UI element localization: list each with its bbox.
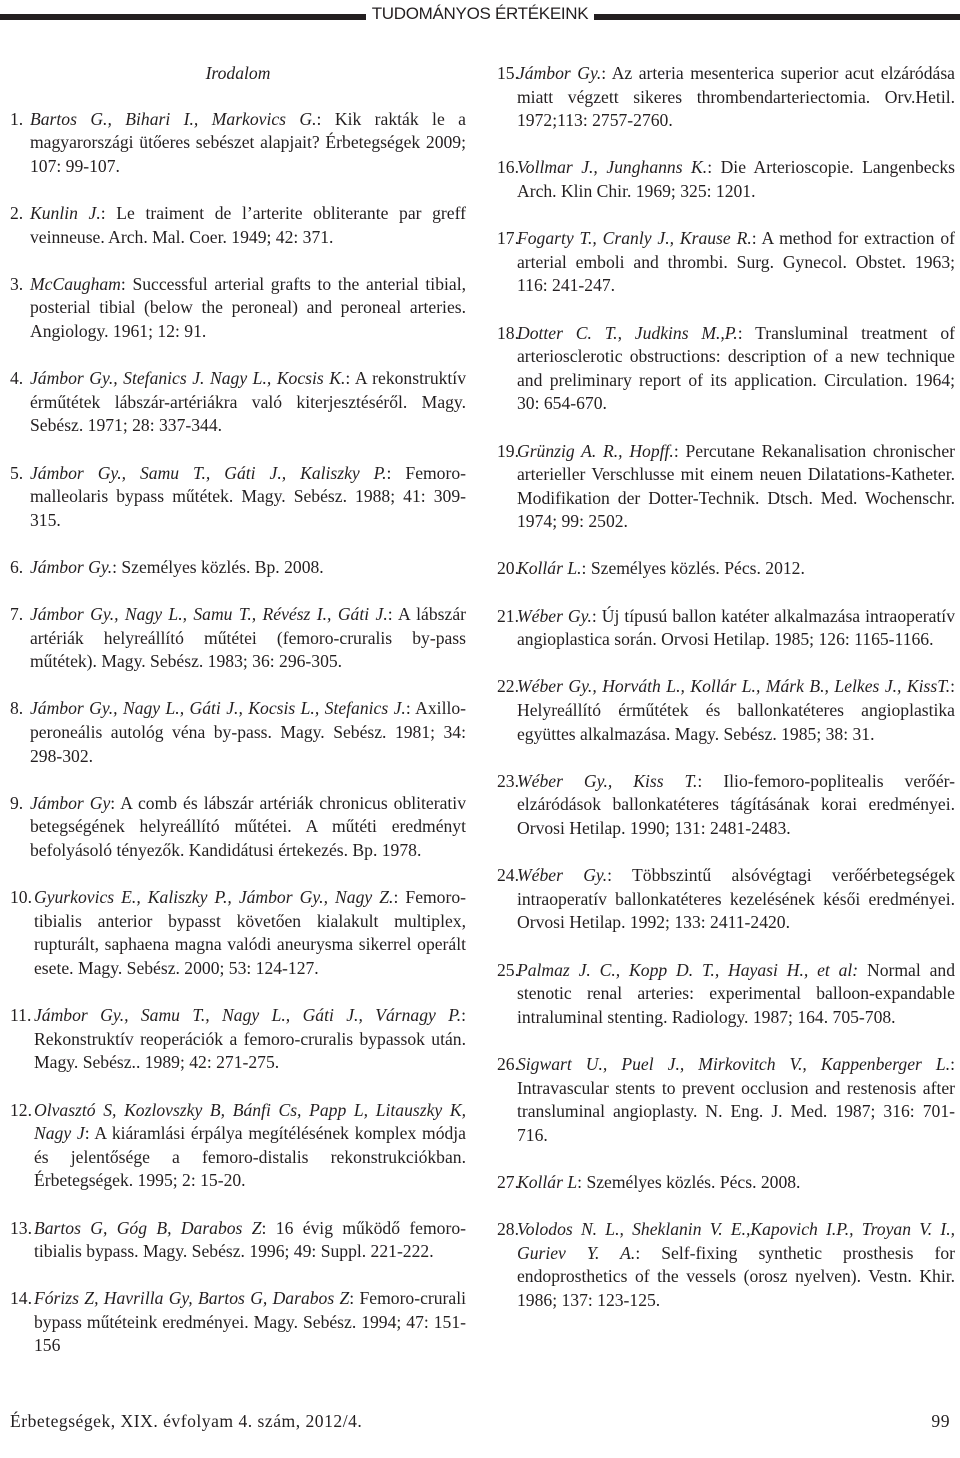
reference-item — [497, 675, 955, 746]
reference-details: Normal and stenotic renal arteries: experimental balloon-expandable intraluminal stenting. Radiology. 1987; 164. 705-708. — [517, 959, 956, 1027]
reference-separator: : — [393, 887, 406, 908]
reference-number: 12. — [10, 1099, 37, 1120]
reference-authors: Dotter C. T., Judkins M.,P. — [517, 322, 738, 343]
reference-separator: : — [84, 1123, 95, 1144]
reference-item — [10, 367, 466, 438]
reference-authors: Gyurkovics E., Kaliszky P., Jámbor Gy., Nagy Z. — [34, 887, 394, 908]
reference-list-left — [10, 108, 466, 1358]
reference-item — [497, 557, 955, 581]
reference-number: 2. — [10, 202, 28, 223]
reference-details: Percutane Rekanalisation chronischer arterieller Verschlusse mit einem neuen Dilatations-Katheter. Modifikation der Dotter-Technik. Dtsch. Med. Wochenschr. 1974; 99: 2502. — [517, 440, 955, 532]
reference-number: 6. — [10, 556, 28, 577]
reference-details: Femoro-crurali bypass műtéteink eredményei. Magy. Sebész. 1994; 47: 151-156 — [34, 1288, 466, 1356]
reference-details: Többszintű alsóvégtagi verőérbetegségek intraoperatív ballonkatéteres kezelésének késői eredményei. Orvosi Hetilap. 1992; 133: 2411-2420. — [517, 865, 955, 933]
reference-authors: Grünzig A. R., Hopff. — [517, 440, 674, 461]
reference-authors: Jámbor Gy — [30, 792, 111, 813]
reference-item — [10, 1099, 466, 1193]
reference-item — [497, 959, 955, 1030]
reference-separator: : — [405, 698, 416, 719]
reference-authors: Kollár L. — [517, 558, 582, 579]
reference-authors: Jámbor Gy., Samu T., Nagy L., Gáti J., Várnagy P. — [34, 1005, 462, 1026]
reference-details: Femoro-tibialis anterior bypasst követően kialakult multiplex, rupturált, saphaena magna valódi aneurysma sikerrel operált esete. Magy. Sebész. 2000; 53: 124-127. — [34, 887, 466, 978]
reference-text — [517, 62, 955, 133]
reference-separator: : — [345, 368, 355, 389]
reference-details: Helyreállító érműtétek és ballonkatéteres angioplastika együttes alkalmazása. Magy. Sebész. 1985; 38: 31. — [517, 700, 955, 744]
reference-details: Transluminal treatment of arteriosclerotic obstructions: description of a new technique and preliminary report of its application. Circulation. 1964; 30: 654-670. — [517, 322, 956, 414]
reference-item — [10, 108, 466, 179]
reference-item — [10, 792, 466, 863]
reference-item — [10, 603, 466, 674]
left-column — [10, 62, 466, 1382]
reference-number: 11. — [10, 1005, 36, 1026]
reference-authors: Wéber Gy. — [517, 865, 608, 886]
reference-item — [497, 62, 955, 133]
reference-authors: Wéber Gy. — [517, 605, 592, 626]
reference-number: 16. — [497, 157, 524, 178]
reference-item — [10, 1217, 466, 1264]
reference-separator: : — [349, 1288, 360, 1309]
reference-details: Az arteria mesenterica superior acut elzáródása miatt végzett sikeres thrombendarteriectomia. Orv.Hetil. 1972;113: 2757-2760. — [517, 63, 955, 131]
reference-number: 24. — [497, 865, 524, 886]
reference-text — [517, 557, 955, 581]
reference-separator: : — [261, 1217, 276, 1238]
reference-number: 21. — [497, 605, 524, 626]
reference-separator: : — [707, 157, 721, 178]
reference-number: 10. — [10, 887, 37, 908]
reference-text — [30, 273, 466, 344]
reference-authors: Vollmar J., Junghanns K. — [517, 157, 708, 178]
reference-authors: Jámbor Gy., Stefanics J. Nagy L., Kocsis K. — [30, 368, 346, 389]
reference-text — [517, 156, 955, 203]
reference-number: 25. — [497, 959, 524, 980]
reference-text — [517, 1218, 955, 1312]
reference-separator: : — [601, 63, 612, 83]
reference-text — [30, 697, 466, 768]
reference-separator: : — [751, 228, 762, 249]
journal-citation: Érbetegségek, XIX. évfolyam 4. szám, 2012/4. — [10, 1411, 363, 1431]
reference-text — [517, 440, 955, 534]
reference-number: 18. — [497, 322, 524, 343]
reference-authors: Bartos G, Góg B, Darabos Z — [34, 1217, 262, 1238]
reference-details: Le traiment de l’arterite obliterante par greff veinneuse. Arch. Mal. Coer. 1949; 42: 371. — [30, 202, 466, 247]
reference-text — [517, 864, 955, 935]
reference-text — [30, 462, 466, 533]
reference-separator: : — [737, 322, 756, 343]
reference-authors: McCaugham — [30, 273, 121, 294]
reference-number: 14. — [10, 1288, 37, 1309]
reference-text — [30, 367, 466, 438]
reference-details: A method for extraction of arterial emboli and thrombi. Surg. Gynecol. Obstet. 1963; 116: 241-247. — [517, 228, 955, 296]
reference-number: 1. — [10, 108, 28, 129]
reference-number: 19. — [497, 440, 524, 461]
reference-item — [10, 1004, 466, 1075]
reference-item — [497, 440, 955, 534]
reference-details: Új típusú ballon katéter alkalmazása intraoperatív angioplastica során. Orvosi Hetilap. 1985; 126: 1165-1166. — [517, 605, 955, 650]
reference-item — [497, 1053, 955, 1147]
reference-item — [497, 156, 955, 203]
reference-details: Rekonstruktív reoperációk a femoro-cruralis bypassok után. Magy. Sebész.. 1989; 42: 271-275. — [34, 1028, 466, 1073]
reference-details: 16 évig működő femoro-tibialis bypass. Magy. Sebész. 1996; 49: Suppl. 221-222. — [34, 1217, 466, 1262]
reference-details: Femoro-malleolaris bypass műtétek. Magy. Sebész. 1988; 41: 309-315. — [30, 462, 466, 530]
reference-authors: Jámbor Gy. — [517, 63, 602, 83]
reference-details: Személyes közlés. Pécs. 2012. — [590, 558, 805, 579]
reference-authors: Jámbor Gy. — [30, 556, 113, 577]
reference-details: Intravascular stents to prevent occlusion and restenosis after transluminal angioplasty. N. Eng. J. Med. 1987; 316: 701-716. — [517, 1077, 955, 1145]
reference-number: 22. — [497, 676, 524, 697]
reference-item — [497, 1218, 955, 1312]
reference-number: 28. — [497, 1219, 524, 1240]
page-footer — [10, 1411, 950, 1435]
reference-separator: : — [386, 462, 406, 483]
reference-text — [34, 1217, 466, 1264]
reference-separator: : — [950, 1053, 955, 1074]
header-rule-left — [0, 14, 366, 20]
reference-item — [497, 1171, 955, 1195]
reference-item — [10, 697, 466, 768]
reference-text — [30, 108, 466, 179]
reference-text — [30, 792, 466, 863]
reference-separator — [858, 960, 867, 980]
reference-separator: : — [120, 273, 133, 294]
reference-authors: Volodos N. L., Sheklanin V. E.,Kapovich I.P., Troyan V. I., Guriev Y. A. — [517, 1219, 955, 1263]
reference-item — [497, 227, 955, 298]
reference-text — [517, 675, 955, 746]
reference-item — [497, 322, 955, 416]
reference-authors: Wéber Gy., Kiss T. — [517, 770, 698, 791]
reference-text — [517, 1171, 955, 1195]
reference-text — [34, 1287, 466, 1358]
reference-number: 20. — [497, 558, 524, 579]
reference-details: Successful arterial grafts to the anterial tibial, posterial tibial (below the peroneal) and peroneal arteries. Angiology. 1961; 12: 91. — [30, 273, 466, 341]
reference-details: Kik rakták le a magyarországi ütőeres sebészet alapjait? Érbetegségek 2009; 107: 99-107. — [30, 108, 466, 176]
reference-authors: Fórizs Z, Havrilla Gy, Bartos G, Darabos Z — [34, 1288, 350, 1309]
reference-details: Személyes közlés. Bp. 2008. — [121, 556, 324, 577]
reference-details: A comb és lábszár artériák chronicus obliterativ betegségének helyreállító műtétei. A műtéti eredményt befolyásoló tényezők. Kandidátusi értekezés. Bp. 1978. — [30, 792, 466, 860]
reference-details: Személyes közlés. Pécs. 2008. — [586, 1171, 801, 1192]
reference-number: 17. — [497, 228, 524, 249]
reference-item — [10, 462, 466, 533]
reference-number: 7. — [10, 604, 28, 625]
reference-item — [10, 273, 466, 344]
reference-separator: : — [950, 676, 955, 697]
reference-text — [30, 556, 466, 580]
reference-text — [34, 886, 466, 980]
reference-number: 26. — [497, 1053, 524, 1074]
reference-separator: : — [577, 1171, 587, 1192]
reference-separator: : — [387, 604, 399, 625]
reference-details: A lábszár artériák helyreállító műtétei (femoro-cruralis by-pass műtétek). Magy. Sebész. 1983; 36: 296-305. — [30, 604, 466, 672]
reference-authors: Wéber Gy., Horváth L., Kollár L., Márk B., Lelkes J., KissT. — [517, 676, 951, 697]
page-number: 99 — [931, 1411, 950, 1431]
reference-number: 23. — [497, 770, 524, 791]
reference-item — [10, 886, 466, 980]
reference-details: A kiáramlási érpálya megítélésének komplex módja és jelentősége a femoro-distalis rekonstrukciókban. Érbetegségek. 1995; 2: 15-20. — [34, 1123, 466, 1191]
reference-separator: : — [112, 556, 122, 577]
reference-separator: : — [110, 792, 121, 813]
reference-separator: : — [100, 202, 117, 223]
reference-authors: Bartos G., Bihari I., Markovics G. — [30, 108, 317, 129]
reference-text — [517, 322, 955, 416]
reference-item — [10, 556, 466, 580]
reference-item — [497, 770, 955, 841]
reference-item — [10, 1287, 466, 1358]
reference-details: Die Arterioscopie. Langenbecks Arch. Klin Chir. 1969; 325: 1201. — [517, 157, 955, 201]
reference-text — [517, 227, 955, 298]
reference-number: 27. — [497, 1171, 524, 1192]
right-column — [497, 62, 955, 1336]
reference-text — [517, 959, 955, 1030]
page-header — [0, 0, 960, 36]
reference-details: Self-fixing synthetic prosthesis for endoprosthetics of the vessels (orosz nyelven). Vestn. Khir. 1986; 137: 123-125. — [517, 1242, 955, 1310]
reference-authors: Sigwart U., Puel J., Mirkovitch V., Kappenberger L. — [517, 1053, 951, 1074]
reference-authors: Fogarty T., Cranly J., Krause R. — [517, 228, 752, 249]
reference-separator: : — [697, 770, 724, 791]
reference-text — [517, 770, 955, 841]
reference-text — [30, 202, 466, 249]
reference-separator: : — [591, 605, 602, 626]
reference-separator: : — [461, 1005, 466, 1026]
header-rule-right — [594, 14, 960, 20]
reference-details: Ilio-femoro-poplitealis verőér-elzáródások ballonkatéteres tágításának korai eredményei. Orvosi Hetilap. 1990; 131: 2481-2483. — [517, 770, 955, 838]
reference-details: Axillo-peroneális autológ véna by-pass. Magy. Sebész. 1981; 34: 298-302. — [30, 698, 466, 766]
reference-number: 3. — [10, 273, 28, 294]
reference-number: 13. — [10, 1217, 37, 1238]
reference-number: 5. — [10, 462, 28, 483]
reference-authors: Palmaz J. C., Kopp D. T., Hayasi H., et al: — [517, 959, 859, 980]
reference-number: 4. — [10, 368, 28, 389]
reference-list-right — [497, 62, 955, 1312]
reference-authors: Jámbor Gy., Samu T., Gáti J., Kaliszky P. — [30, 462, 387, 483]
reference-separator: : — [316, 108, 335, 129]
reference-item — [497, 864, 955, 935]
reference-item — [10, 202, 466, 249]
section-header-title: TUDOMÁNYOS ÉRTÉKEINK — [371, 4, 589, 23]
reference-text — [517, 605, 955, 652]
reference-text — [34, 1099, 466, 1193]
reference-number: 8. — [10, 698, 28, 719]
reference-number: 9. — [10, 792, 28, 813]
reference-authors: Jámbor Gy., Nagy L., Samu T., Révész I., Gáti J. — [30, 604, 388, 625]
reference-authors: Kunlin J. — [30, 202, 101, 223]
reference-text — [517, 1053, 955, 1147]
reference-details: A rekonstruktív érműtétek lábszár-artériákra való kiterjesztéséről. Magy. Sebész. 1971; 28: 337-344. — [30, 368, 466, 436]
reference-number: 15. — [497, 63, 524, 83]
references-heading: Irodalom — [205, 63, 271, 83]
reference-text — [30, 603, 466, 674]
reference-separator: : — [581, 558, 591, 579]
reference-authors: Jámbor Gy., Nagy L., Gáti J., Kocsis L., Stefanics J. — [30, 698, 406, 719]
reference-item — [497, 605, 955, 652]
reference-authors: Olvasztó S, Kozlovszky B, Bánfi Cs, Papp L, Litauszky K, Nagy J — [34, 1099, 466, 1144]
reference-authors: Kollár L — [517, 1171, 578, 1192]
reference-separator: : — [635, 1242, 662, 1263]
reference-text — [34, 1004, 466, 1075]
reference-separator: : — [673, 440, 686, 461]
reference-separator: : — [607, 865, 633, 886]
